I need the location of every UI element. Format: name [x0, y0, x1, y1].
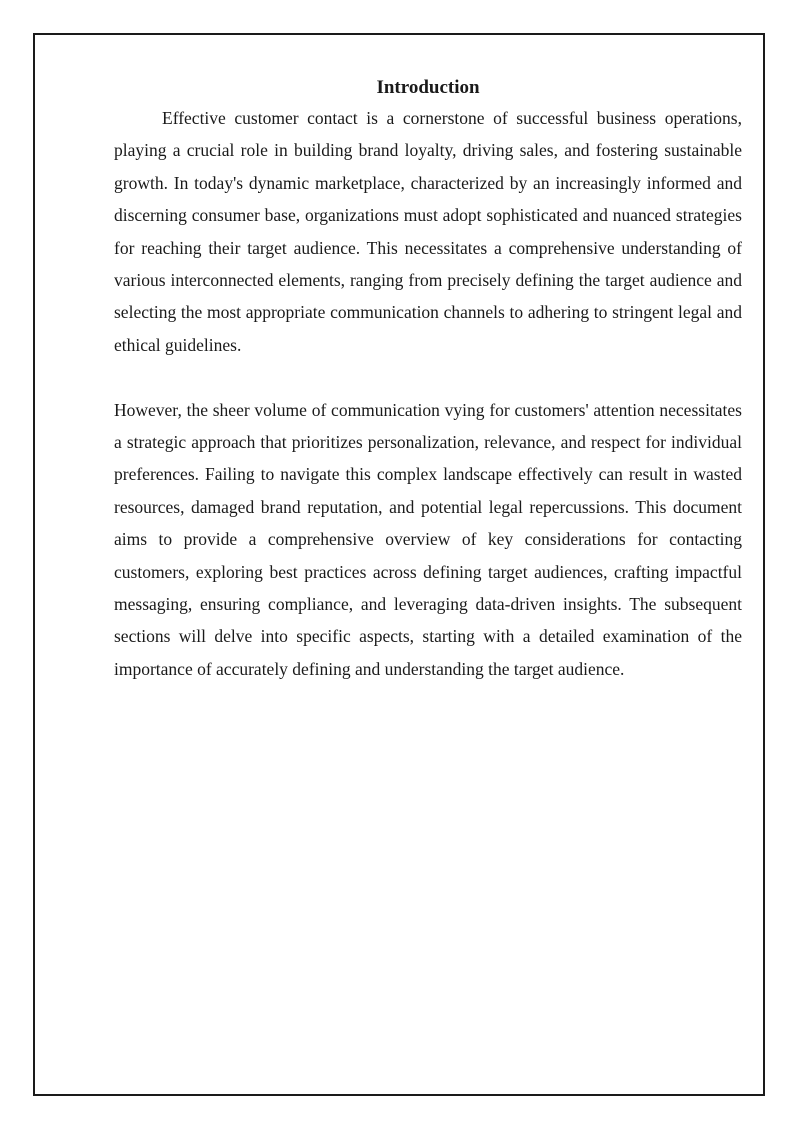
paragraph-second: However, the sheer volume of communication vying for customers' attention necessitates a strategic approach that prioritizes personalization, relevance, and respect for individual preferences. Failing to navigate this complex landscape effectively can result in wasted resources, damaged brand reputation, and potential legal repercussions. This document aims to provide a comprehensive overview of key considerations for contacting customers, exploring best practices across defining target audiences, crafting impactful messaging, ensuring compliance, and leveraging data-driven insights. The subsequent sections will delve into specific aspects, starting with a detailed examination of the importance of accurately defining and understanding the target audience. — [114, 399, 742, 679]
paragraph-intro: Effective customer contact is a cornerstone of successful business operations, playing a crucial role in building brand loyalty, driving sales, and fostering sustainable growth. In today's dynamic marketplace, characterized by an increasingly informed and discerning consumer base, organizations must adopt sophisticated and nuanced strategies for reaching their target audience. This necessitates a comprehensive understanding of various interconnected elements, ranging from precisely defining the target audience and selecting the most appropriate communication channels to adhering to stringent legal and ethical guidelines. — [114, 108, 742, 355]
paragraph-spacer — [114, 361, 742, 393]
section-title: Introduction — [376, 77, 480, 98]
document-body — [114, 74, 742, 685]
